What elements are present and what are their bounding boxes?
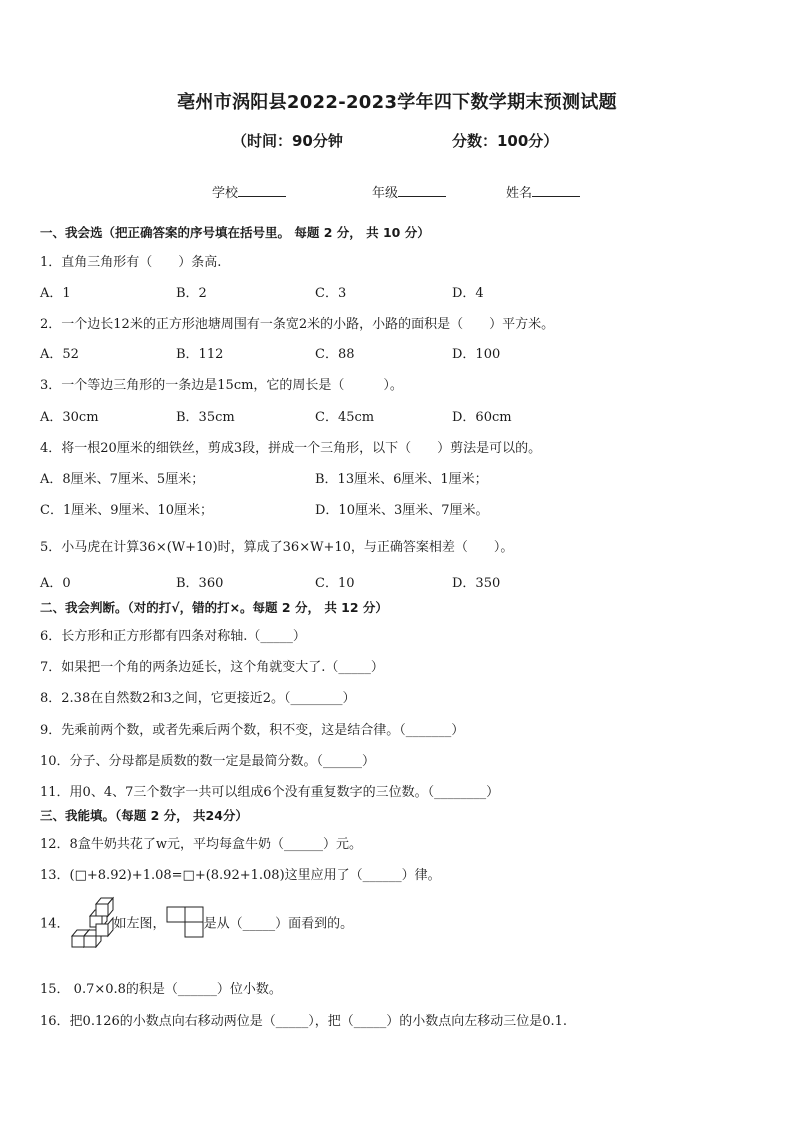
q1-stem: 1．直角三角形有（ ）条高.	[40, 255, 222, 270]
q2-stem: 2．一个边长12米的正方形池塘周围有一条宽2米的小路，小路的面积是（ ）平方米。	[40, 317, 555, 332]
q3-option-c[interactable]: C．45cm	[315, 410, 375, 425]
q2-option-b[interactable]: B．112	[176, 347, 224, 362]
q4-option-a[interactable]: A．8厘米、7厘米、5厘米；	[40, 472, 205, 487]
name-field	[506, 182, 580, 201]
grade-label: 年级	[372, 186, 399, 201]
q4-option-b[interactable]: B．13厘米、6厘米、1厘米；	[315, 472, 488, 487]
school-field	[212, 182, 286, 201]
q14-stem	[40, 896, 353, 948]
name-label: 姓名	[506, 186, 533, 201]
q9-stem: 9．先乘前两个数，或者先乘后两个数，积不变，这是结合律。（_______）	[40, 723, 465, 738]
exam-time: （时间：90分钟	[232, 132, 343, 150]
q5-stem: 5．小马虎在计算36×(W+10)时，算成了36×W+10，与正确答案相差（ ）。	[40, 540, 514, 555]
q1-option-c[interactable]: C．3	[315, 286, 347, 301]
q1-option-b[interactable]: B．2	[176, 286, 207, 301]
q4-option-d[interactable]: D．10厘米、3厘米、7厘米。	[315, 503, 489, 518]
name-blank[interactable]	[532, 184, 580, 197]
cube-stack-figure	[70, 896, 114, 948]
q3-stem: 3．一个等边三角形的一条边是15cm，它的周长是（ ）。	[40, 378, 403, 393]
q3-option-b[interactable]: B．35cm	[176, 410, 235, 425]
exam-title: 亳州市涡阳县2022-2023学年四下数学期末预测试题	[177, 92, 617, 113]
grade-blank[interactable]	[398, 184, 446, 197]
view-grid-figure	[166, 906, 204, 938]
section1-heading: 一、我会选（把正确答案的序号填在括号里。 每题 2 分， 共 10 分）	[40, 225, 430, 240]
section2-heading: 二、我会判断。（对的打√，错的打×。每题 2 分， 共 12 分）	[40, 600, 388, 615]
q5-option-b[interactable]: B．360	[176, 576, 224, 591]
q11-stem: 11．用0、4、7三个数字一共可以组成6个没有重复数字的三位数。（________）	[40, 785, 500, 800]
q2-option-a[interactable]: A．52	[40, 347, 79, 362]
q1-option-a[interactable]: A．1	[40, 286, 71, 301]
q15-stem: 15． 0.7×0.8的积是（______）位小数。	[40, 982, 282, 997]
q5-option-d[interactable]: D．350	[452, 576, 501, 591]
q3-option-d[interactable]: D．60cm	[452, 410, 512, 425]
q7-stem: 7．如果把一个角的两条边延长，这个角就变大了.（_____）	[40, 660, 384, 675]
q16-stem: 16．把0.126的小数点向右移动两位是（_____），把（_____）的小数点向左移动三位是0.1.	[40, 1014, 568, 1029]
school-blank[interactable]	[238, 184, 286, 197]
q14-suffix: 是从（_____）面看到的。	[203, 916, 354, 932]
q4-option-c[interactable]: C．1厘米、9厘米、10厘米；	[40, 503, 214, 518]
q3-option-a[interactable]: A．30cm	[40, 410, 99, 425]
exam-score: 分数：100分）	[452, 132, 559, 150]
q4-stem: 4．将一根20厘米的细铁丝，剪成3段，拼成一个三角形，以下（ ）剪法是可以的。	[40, 441, 542, 456]
q8-stem: 8．2.38在自然数2和3之间，它更接近2。（________）	[40, 691, 356, 706]
q5-option-c[interactable]: C．10	[315, 576, 355, 591]
q6-stem: 6．长方形和正方形都有四条对称轴.（_____）	[40, 629, 306, 644]
q12-stem: 12．8盒牛奶共花了w元，平均每盒牛奶（______）元。	[40, 837, 362, 852]
q13-stem: 13．(□+8.92)+1.08=□+(8.92+1.08)这里应用了（______）律。	[40, 868, 441, 883]
q5-option-a[interactable]: A．0	[40, 576, 71, 591]
q10-stem: 10．分子、分母都是质数的数一定是最简分数。（______）	[40, 754, 376, 769]
school-label: 学校	[212, 186, 239, 201]
grade-field	[372, 182, 446, 201]
q2-option-d[interactable]: D．100	[452, 347, 501, 362]
q14-prefix: 14．	[40, 916, 70, 932]
section3-heading: 三、我能填。（每题 2 分， 共24分）	[40, 808, 248, 823]
q2-option-c[interactable]: C．88	[315, 347, 355, 362]
q1-option-d[interactable]: D．4	[452, 286, 484, 301]
q14-middle: 如左图，	[113, 916, 166, 932]
